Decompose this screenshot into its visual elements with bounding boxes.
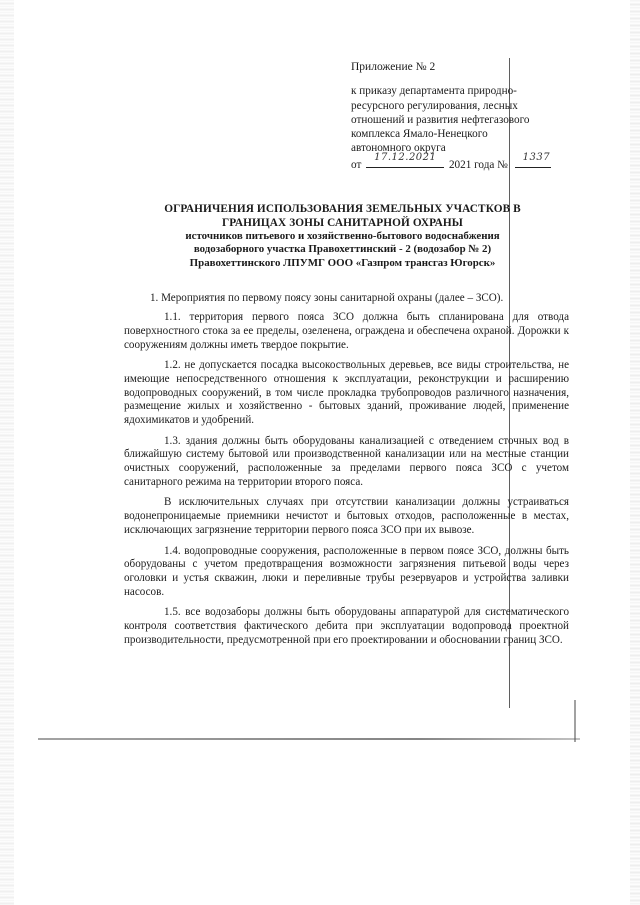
order-line-1: к приказу департамента природно- [351, 85, 517, 98]
order-date-line [351, 152, 571, 172]
title-line-3: источников питьевого и хозяйственно-бытового водоснабжения [185, 230, 500, 242]
order-line-5: автономного округа [351, 142, 446, 155]
scan-edge-left [0, 0, 14, 905]
scan-bottom-rule [38, 738, 580, 740]
handwritten-number: 1337 [522, 152, 551, 164]
order-line-4: комплекса Ямало-Ненецкого [351, 128, 488, 141]
document-title [120, 203, 565, 270]
year-text: 2021 года № [448, 158, 508, 171]
paragraph-1: 1. Мероприятия по первому поясу зоны санитарной охраны (далее – ЗСО). [150, 292, 504, 304]
title-line-5: Правохеттинского ЛПУМГ ООО «Газпром трансгаз Югорск» [189, 256, 496, 269]
number-blank [515, 152, 551, 168]
scan-edge-right [630, 0, 640, 905]
paragraph-1-5: 1.5. все водозаборы должны быть оборудованы аппаратурой для систематического контроля соответствия фактического дебита при эксплуатации водопровода проектной производительности, предусмотренной при его проектировании и обосновании границ ЗСО. [124, 606, 569, 647]
paragraph-exception: В исключительных случаях при отсутствии канализации должны устраиваться водонепроницаемые приемники нечистот и бытовых отходов, расположенные в местах, исключающих загрязнение территории первого пояса ЗСО при их вывозе. [124, 496, 569, 537]
date-prefix: от [351, 158, 362, 171]
title-line-4: водозаборного участка Правохеттинский - 2 (водозабор № 2) [193, 243, 492, 256]
document-body [124, 292, 569, 654]
scan-right-mark [574, 700, 576, 742]
paragraph-1-4: 1.4. водопроводные сооружения, расположенные в первом поясе ЗСО, должны быть оборудованы с учетом предотвращения возможности загрязнения питьевой воды через оголовки и устья скважин, люки и переливные трубы резервуаров и устройства заливки насосов. [124, 544, 569, 599]
paragraph-1-2: 1.2. не допускается посадка высокоствольных деревьев, все виды строительства, не имеющие непосредственного отношения к эксплуатации, реконструкции и расширению водопроводных сооружений, в том числе прокладка трубопроводов различного назначения, размещение жилых и хозяйственно - бытовых зданий, проживание людей, применение ядохимикатов и удобрений. [124, 358, 569, 427]
title-line-1: ОГРАНИЧЕНИЯ ИСПОЛЬЗОВАНИЯ ЗЕМЕЛЬНЫХ УЧАСТКОВ В [164, 203, 521, 215]
appendix-header [351, 60, 571, 172]
order-line-2: ресурсного регулирования, лесных [351, 99, 518, 112]
paragraph-1-1: 1.1. территория первого пояса ЗСО должна быть спланирована для отвода поверхностного стока за ее пределы, озеленена, ограждена и обеспечена охраной. Дорожки к сооружениям должны иметь твердое покрытие. [124, 310, 569, 351]
title-line-2: ГРАНИЦАХ ЗОНЫ САНИТАРНОЙ ОХРАНЫ [222, 216, 463, 229]
paragraph-1-3: 1.3. здания должны быть оборудованы канализацией с отведением сточных вод в ближайшую систему бытовой или производственной канализации или на местные станции очистных сооружений, расположенные за пределами первого пояса ЗСО с учетом санитарного режима на территории второго пояса. [124, 434, 569, 489]
appendix-label: Приложение № 2 [351, 61, 436, 73]
order-line-3: отношений и развития нефтегазового [351, 113, 530, 126]
handwritten-date: 17.12.2021 [374, 152, 437, 164]
date-blank [366, 152, 444, 168]
